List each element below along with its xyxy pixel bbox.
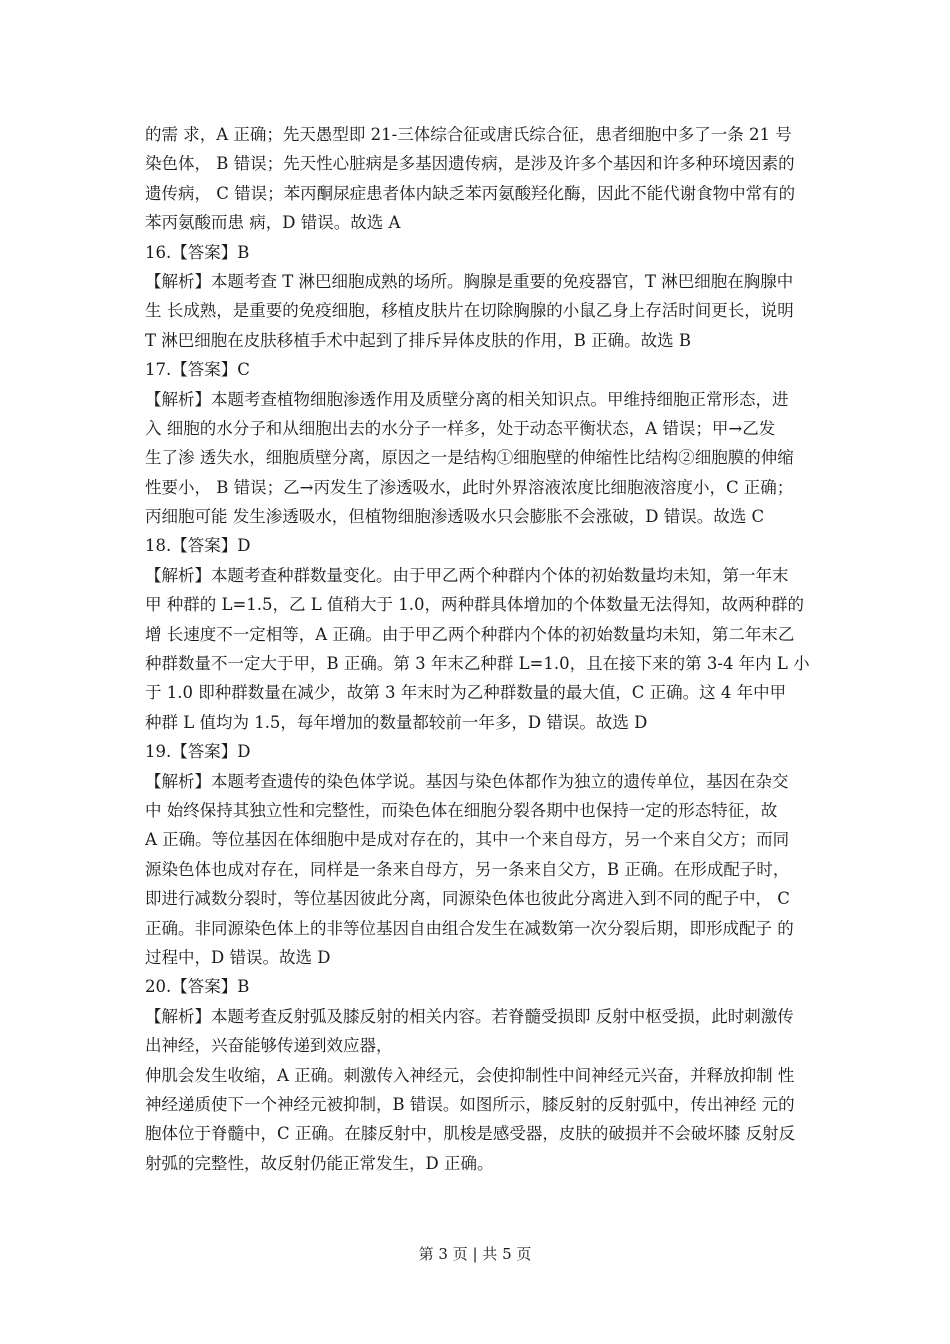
text-line: 生了渗 透失水，细胞质壁分离，原因之一是结构①细胞壁的伸缩性比结构②细胞膜的伸缩 <box>145 448 794 468</box>
page-footer: 第 3 页 | 共 5 页 <box>418 1245 532 1263</box>
text-line: 染色体， B 错误；先天性心脏病是多基因遗传病，是涉及许多个基因和许多种环境因素的 <box>145 154 795 174</box>
text-line: 生 长成熟，是重要的免疫细胞，移植皮肤片在切除胸腺的小鼠乙身上存活时间更长，说明 <box>145 301 794 321</box>
text-line: 丙细胞可能 发生渗透吸水，但植物细胞渗透吸水只会膨胀不会涨破，D 错误。故选 C <box>145 507 765 527</box>
text-line: 【解析】本题考查遗传的染色体学说。基因与染色体都作为独立的遗传单位，基因在杂交 <box>145 771 789 791</box>
text-line: 于 1.0 即种群数量在减少，故第 3 年末时为乙种群数量的最大值，C 正确。这 4 年中甲 <box>145 683 787 703</box>
text-line: 入 细胞的水分子和从细胞出去的水分子一样多，处于动态平衡状态，A 错误；甲→乙发 <box>145 418 776 438</box>
text-line: 甲 种群的 L=1.5，乙 L 值稍大于 1.0，两种群具体增加的个体数量无法得知，故两种群的 <box>145 595 804 615</box>
text-line: 遗传病， C 错误；苯丙酮尿症患者体内缺乏苯丙氨酸羟化酶，因此不能代谢食物中常有的 <box>145 183 796 203</box>
answer-heading-16: 16.【答案】B <box>145 242 250 262</box>
text-line: 胞体位于脊髓中，C 正确。在膝反射中，肌梭是感受器，皮肤的破损并不会破坏膝 反射反 <box>145 1124 796 1144</box>
text-line: 种群数量不一定大于甲，B 正确。第 3 年末乙种群 L=1.0，且在接下来的第 3-4 年内 L 小 <box>145 654 810 674</box>
text-line: 射弧的完整性，故反射仍能正常发生，D 正确。 <box>145 1153 494 1173</box>
text-line: 种群 L 值均为 1.5，每年增加的数量都较前一年多，D 错误。故选 D <box>145 712 648 732</box>
text-line: 伸肌会发生收缩，A 正确。刺激传入神经元，会使抑制性中间神经元兴奋，并释放抑制 性 <box>145 1065 795 1085</box>
text-line: 神经递质使下一个神经元被抑制，B 错误。如图所示，膝反射的反射弧中，传出神经 元的 <box>145 1094 795 1114</box>
text-line: 出神经，兴奋能够传递到效应器， <box>145 1036 393 1056</box>
answer-heading-20: 20.【答案】B <box>145 977 250 997</box>
text-line: A 正确。等位基因在体细胞中是成对存在的，其中一个来自母方，另一个来自父方；而同 <box>145 830 790 850</box>
text-line: 中 始终保持其独立性和完整性，而染色体在细胞分裂各期中也保持一定的形态特征，故 <box>145 800 778 820</box>
text-line: 的需 求，A 正确；先天愚型即 21-三体综合征或唐氏综合征，患者细胞中多了一条 21 号 <box>145 125 792 144</box>
answer-heading-17: 17.【答案】C <box>145 360 250 380</box>
text-line: 性要小， B 错误；乙→丙发生了渗透吸水，此时外界溶液浓度比细胞液溶度小，C 正确； <box>145 477 794 497</box>
text-line: 正确。非同源染色体上的非等位基因自由组合发生在减数第一次分裂后期，即形成配子 的 <box>145 918 794 938</box>
text-line: T 淋巴细胞在皮肤移植手术中起到了排斥异体皮肤的作用，B 正确。故选 B <box>145 330 691 350</box>
answer-heading-18: 18.【答案】D <box>145 536 251 556</box>
text-line: 即进行减数分裂时，等位基因彼此分离，同源染色体也彼此分离进入到不同的配子中， C <box>145 889 790 909</box>
text-line: 【解析】本题考查 T 淋巴细胞成熟的场所。胸腺是重要的免疫器官，T 淋巴细胞在胸腺中 <box>145 271 794 291</box>
answer-heading-19: 19.【答案】D <box>145 742 251 762</box>
text-line: 增 长速度不一定相等，A 正确。由于甲乙两个种群内个体的初始数量均未知，第二年末乙 <box>145 624 795 644</box>
text-line: 苯丙氨酸而患 病，D 错误。故选 A <box>145 213 401 233</box>
text-line: 源染色体也成对存在，同样是一条来自母方，另一条来自父方，B 正确。在形成配子时， <box>145 859 790 879</box>
text-line: 【解析】本题考查植物细胞渗透作用及质壁分离的相关知识点。甲维持细胞正常形态，进 <box>145 389 789 409</box>
document-body <box>145 120 810 1178</box>
text-line: 过程中，D 错误。故选 D <box>145 947 331 967</box>
text-line: 【解析】本题考查反射弧及膝反射的相关内容。若脊髓受损即 反射中枢受损，此时刺激传 <box>145 1006 794 1026</box>
text-line: 【解析】本题考查种群数量变化。由于甲乙两个种群内个体的初始数量均未知，第一年末 <box>145 565 789 585</box>
